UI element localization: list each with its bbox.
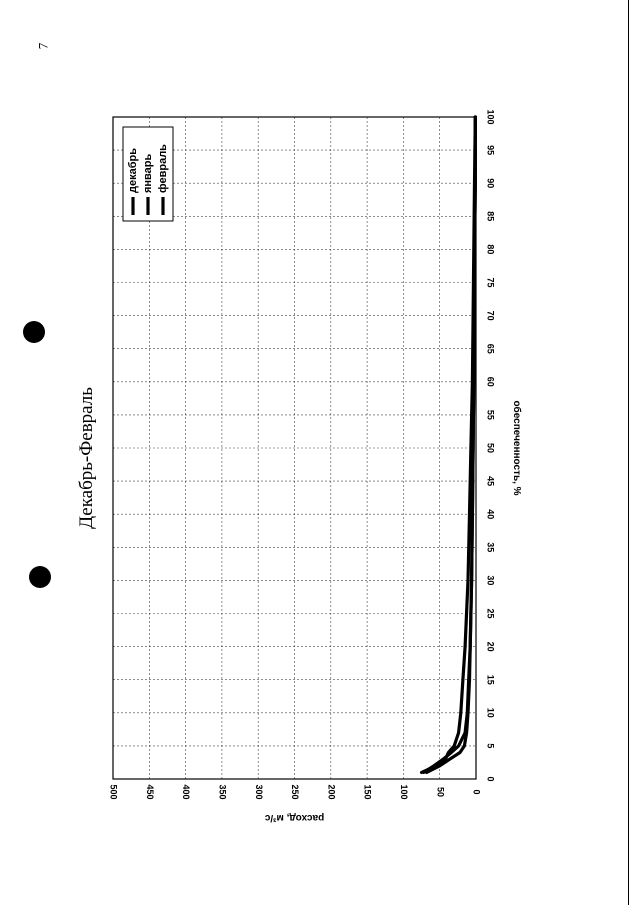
x-tick-label: 95 [485,145,496,156]
x-tick-label: 85 [485,211,496,222]
y-tick-label: 450 [144,784,155,800]
x-axis-label: обеспеченность, % [511,400,522,496]
x-tick-label: 0 [485,776,496,782]
y-tick-label: 350 [217,784,228,800]
legend-label: январь [141,153,154,193]
x-tick-label: 55 [485,409,496,420]
y-tick-label: 0 [471,789,482,795]
x-tick-label: 65 [485,343,496,354]
y-tick-label: 400 [181,784,192,800]
x-tick-label: 45 [485,476,496,487]
x-tick-label: 75 [485,277,496,288]
y-tick-label: 300 [253,784,264,800]
x-tick-label: 15 [485,674,496,685]
x-tick-label: 25 [485,608,496,619]
x-tick-label: 30 [485,575,496,586]
x-tick-label: 100 [485,109,496,125]
series-layer [422,117,476,772]
page-number: 7 [35,42,51,50]
legend [123,127,173,221]
y-tick-label: 250 [290,784,301,800]
x-tick-label: 35 [485,542,496,553]
x-tick-label: 20 [485,641,496,652]
x-tick-label: 60 [485,376,496,387]
x-tick-label: 40 [485,509,496,520]
y-tick-label: 500 [108,784,119,800]
legend-label: декабрь [126,148,139,193]
series-line-1 [422,117,476,772]
y-tick-label: 200 [326,784,337,800]
x-tick-label: 5 [485,743,496,749]
x-tick-label: 10 [485,707,496,718]
x-tick-label: 50 [485,442,496,454]
y-tick-label: 100 [399,784,410,800]
y-tick-label: 50 [435,786,446,798]
y-tick-label: 150 [362,784,373,800]
x-tick-label: 90 [485,178,496,189]
page-title: Декабрь-Февраль [76,387,97,529]
x-tick-label: 70 [485,310,496,321]
series-line-3 [424,117,476,772]
y-axis-label: расход, м³/с [264,812,325,823]
legend-label: февраль [156,144,169,193]
x-tick-label: 80 [485,244,496,255]
